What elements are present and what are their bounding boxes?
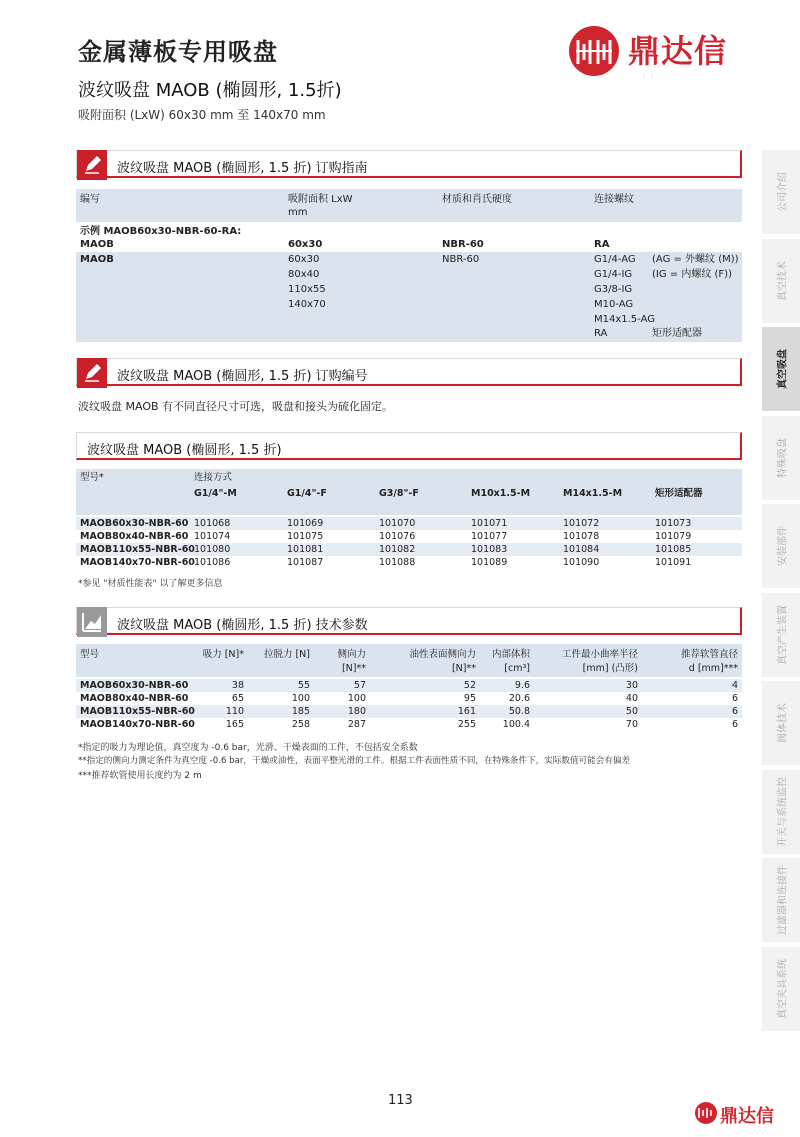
- tech-col-volume-unit: [cm³]: [504, 663, 530, 674]
- product-order-number: 101070: [379, 518, 416, 529]
- sidebar-tab[interactable]: [762, 593, 800, 678]
- tech-value: 6: [731, 706, 738, 717]
- order-number-note: 波纹吸盘 MAOB 有不同直径尺寸可选，吸盘和接头为硫化固定。: [78, 400, 394, 413]
- guide-example-area: 60x30: [288, 239, 323, 250]
- pencil-icon: [77, 358, 107, 388]
- sidebar-tab-label: 阀体技术: [777, 703, 789, 743]
- product-order-number: 101088: [379, 557, 416, 568]
- tech-value: 50: [625, 706, 638, 717]
- tech-value: 70: [625, 719, 638, 730]
- product-order-number: 101073: [655, 518, 692, 529]
- product-order-number: 101071: [471, 518, 508, 529]
- chart-icon: [77, 607, 107, 637]
- guide-header-bg: [76, 189, 742, 222]
- col-header: M10x1.5-M: [471, 488, 531, 499]
- page-title: 金属薄板专用吸盘: [78, 38, 278, 66]
- sidebar-tab[interactable]: [762, 770, 800, 855]
- product-order-number: 101086: [194, 557, 231, 568]
- tech-value: 65: [231, 693, 244, 704]
- guide-area: 60x30: [288, 254, 320, 265]
- col-header: G1/4"-M: [194, 488, 237, 499]
- sidebar-tab[interactable]: [762, 681, 800, 766]
- product-order-number: 101080: [194, 544, 231, 555]
- tech-value: 95: [463, 693, 476, 704]
- tech-value: 6: [731, 719, 738, 730]
- guide-row-code: MAOB: [80, 254, 114, 265]
- product-order-number: 101069: [287, 518, 324, 529]
- product-order-number: 101077: [471, 531, 508, 542]
- guide-example-thread: RA: [594, 239, 610, 250]
- product-model: MAOB60x30-NBR-60: [80, 518, 189, 529]
- sidebar-tab-label: 特殊吸盘: [777, 437, 789, 478]
- tech-col-oily: 油性表面侧向力: [409, 649, 476, 660]
- tech-value: 165: [225, 719, 244, 730]
- product-order-number: 101078: [563, 531, 600, 542]
- tech-col-model: 型号: [80, 649, 100, 660]
- sidebar-tab[interactable]: [762, 416, 800, 501]
- tech-value: 185: [291, 706, 310, 717]
- guide-header-thread: 连接螺纹: [594, 194, 634, 205]
- col-header: M14x1.5-M: [563, 488, 623, 499]
- footer-brand: 鼎达信: [720, 1106, 774, 1127]
- section-title: 波纹吸盘 MAOB (椭圆形, 1.5 折) 技术参数: [117, 618, 368, 633]
- brand-logo-icon: [566, 20, 626, 82]
- tech-value: 161: [457, 706, 476, 717]
- tech-value: 52: [463, 680, 476, 691]
- product-order-number: 101079: [655, 531, 692, 542]
- section-order-number: [76, 358, 742, 386]
- tech-value: 100: [347, 693, 366, 704]
- tech-value: 40: [625, 693, 638, 704]
- tech-note: ***推荐软管使用长度约为 2 m: [78, 771, 202, 781]
- product-footnote: *参见 "材质性能表" 以了解更多信息: [78, 579, 223, 589]
- sidebar-tab-label: 过滤器和连接件: [777, 865, 789, 935]
- section-tech: [76, 607, 742, 635]
- product-order-number: 101072: [563, 518, 600, 529]
- sidebar-tab-label: 公司介绍: [777, 172, 789, 212]
- product-order-number: 101076: [379, 531, 416, 542]
- sidebar-tab[interactable]: [762, 239, 800, 324]
- tech-model: MAOB80x40-NBR-60: [80, 693, 189, 704]
- guide-area: 110x55: [288, 284, 326, 295]
- product-order-number: 101068: [194, 518, 231, 529]
- tech-col-pull: 拉脱力 [N]: [263, 649, 310, 660]
- sidebar-tab-label: 真空技术: [777, 260, 789, 301]
- sidebar-tab[interactable]: [762, 858, 800, 943]
- product-order-number: 101085: [655, 544, 692, 555]
- guide-thread: G3/8-IG: [594, 284, 633, 295]
- tech-value: 4: [731, 680, 738, 691]
- product-model: MAOB110x55-NBR-60: [80, 544, 195, 555]
- chapter-sidebar: [762, 150, 800, 1036]
- product-order-number: 101087: [287, 557, 324, 568]
- sidebar-tab-label: 真空产生装置: [777, 604, 789, 665]
- pencil-icon: [77, 150, 107, 180]
- tech-value: 287: [347, 719, 366, 730]
- guide-area: 140x70: [288, 299, 326, 310]
- tech-value: 30: [625, 680, 638, 691]
- section-title: 波纹吸盘 MAOB (椭圆形, 1.5 折) 订购指南: [117, 161, 368, 176]
- guide-thread: RA: [594, 328, 608, 339]
- guide-header-material: 材质和肖氏硬度: [442, 194, 512, 205]
- tech-value: 110: [225, 706, 244, 717]
- tech-value: 6: [731, 693, 738, 704]
- sidebar-tab[interactable]: [762, 504, 800, 589]
- tech-value: 9.6: [514, 680, 530, 691]
- col-connection: 连接方式: [194, 472, 233, 483]
- tech-col-radius: 工件最小曲率半径: [561, 649, 638, 660]
- product-description: 吸附面积 (LxW) 60x30 mm 至 140x70 mm: [78, 108, 326, 122]
- tech-value: 100.4: [502, 719, 530, 730]
- section-title: 波纹吸盘 MAOB (椭圆形, 1.5 折): [87, 443, 282, 458]
- product-order-number: 101081: [287, 544, 324, 555]
- product-model: MAOB80x40-NBR-60: [80, 531, 189, 542]
- tech-col-suction: 吸力 [N]*: [202, 649, 244, 660]
- tech-value: 50.8: [508, 706, 530, 717]
- col-header: 矩形适配器: [655, 488, 703, 499]
- product-order-number: 101090: [563, 557, 600, 568]
- sidebar-tab-label: 真空夹具系统: [777, 958, 789, 1019]
- product-order-number: 101083: [471, 544, 508, 555]
- tech-col-hose: 推荐软管直径: [680, 649, 738, 660]
- page-number: 113: [388, 1093, 413, 1108]
- tech-col-lateral: 侧向力: [337, 649, 366, 660]
- tech-col-lateral-unit: [N]**: [341, 663, 366, 674]
- sidebar-tab[interactable]: [762, 947, 800, 1032]
- sidebar-tab[interactable]: [762, 327, 800, 412]
- guide-example-code: MAOB: [80, 239, 114, 250]
- sidebar-tab-label: 安装部件: [777, 526, 789, 566]
- tech-value: 100: [291, 693, 310, 704]
- guide-thread-note: (AG = 外螺纹 (M)): [652, 254, 739, 265]
- footer-logo-icon: [694, 1101, 718, 1125]
- tech-value: 255: [457, 719, 476, 730]
- guide-body-bg: [76, 252, 742, 342]
- guide-area: 80x40: [288, 269, 320, 280]
- product-order-number: 101091: [655, 557, 692, 568]
- sidebar-tab-label: 真空吸盘: [777, 349, 789, 389]
- tech-col-volume: 内部体积: [491, 649, 530, 660]
- product-order-number: 101089: [471, 557, 508, 568]
- product-subtitle: 波纹吸盘 MAOB (椭圆形, 1.5折): [78, 80, 342, 101]
- tech-col-oily-unit: [N]**: [451, 663, 476, 674]
- tech-note: **指定的侧向力测定条件为真空度 -0.6 bar，干燥或油性，表面平整光滑的工件。根据工件表面性质不同，在特殊条件下，实际数值可能会有偏差: [78, 756, 631, 766]
- tech-model: MAOB60x30-NBR-60: [80, 680, 189, 691]
- guide-header-area: 吸附面积 LxW: [288, 194, 353, 205]
- product-order-number: 101075: [287, 531, 324, 542]
- tech-value: 180: [347, 706, 366, 717]
- col-header: G3/8"-F: [379, 488, 419, 499]
- tech-model: MAOB140x70-NBR-60: [80, 719, 195, 730]
- guide-thread: G1/4-IG: [594, 269, 633, 280]
- brand-name: 鼎达信: [628, 32, 728, 70]
- guide-thread: M14x1.5-AG: [594, 314, 655, 325]
- footer-logo: [694, 1101, 794, 1127]
- tech-col-hose-unit: d [mm]***: [688, 663, 738, 674]
- brand-logo: [566, 20, 756, 82]
- guide-thread: M10-AG: [594, 299, 634, 310]
- product-order-number: 101082: [379, 544, 416, 555]
- tech-value: 55: [297, 680, 310, 691]
- section-order-guide: [76, 150, 742, 178]
- sidebar-tab-label: 开关与系统监控: [777, 776, 789, 847]
- tech-value: 258: [291, 719, 310, 730]
- sidebar-tab[interactable]: [762, 150, 800, 235]
- tech-model: MAOB110x55-NBR-60: [80, 706, 195, 717]
- tech-note: *指定的吸力为理论值，真空度为 -0.6 bar，光滑、干燥表面的工件，不包括安全系数: [78, 743, 418, 753]
- guide-thread-note: 矩形适配器: [652, 328, 702, 339]
- guide-example-label: 示例 MAOB60x30-NBR-60-RA:: [80, 226, 242, 237]
- tech-value: 38: [231, 680, 244, 691]
- section-product: [76, 432, 742, 460]
- col-header: G1/4"-F: [287, 488, 327, 499]
- guide-header-code: 编写: [80, 194, 100, 205]
- product-model: MAOB140x70-NBR-60: [80, 557, 195, 568]
- guide-material: NBR-60: [442, 254, 480, 265]
- tech-value: 57: [353, 680, 366, 691]
- section-title: 波纹吸盘 MAOB (椭圆形, 1.5 折) 订购编号: [117, 369, 368, 384]
- guide-thread: G1/4-AG: [594, 254, 636, 265]
- guide-thread-note: (IG = 内螺纹 (F)): [652, 269, 732, 280]
- tech-col-radius-unit: [mm] (凸形): [582, 663, 638, 674]
- col-model: 型号*: [80, 472, 104, 483]
- guide-header-unit: mm: [288, 207, 308, 218]
- product-order-number: 101074: [194, 531, 231, 542]
- product-order-number: 101084: [563, 544, 600, 555]
- tech-value: 20.6: [508, 693, 530, 704]
- guide-example-material: NBR-60: [442, 239, 484, 250]
